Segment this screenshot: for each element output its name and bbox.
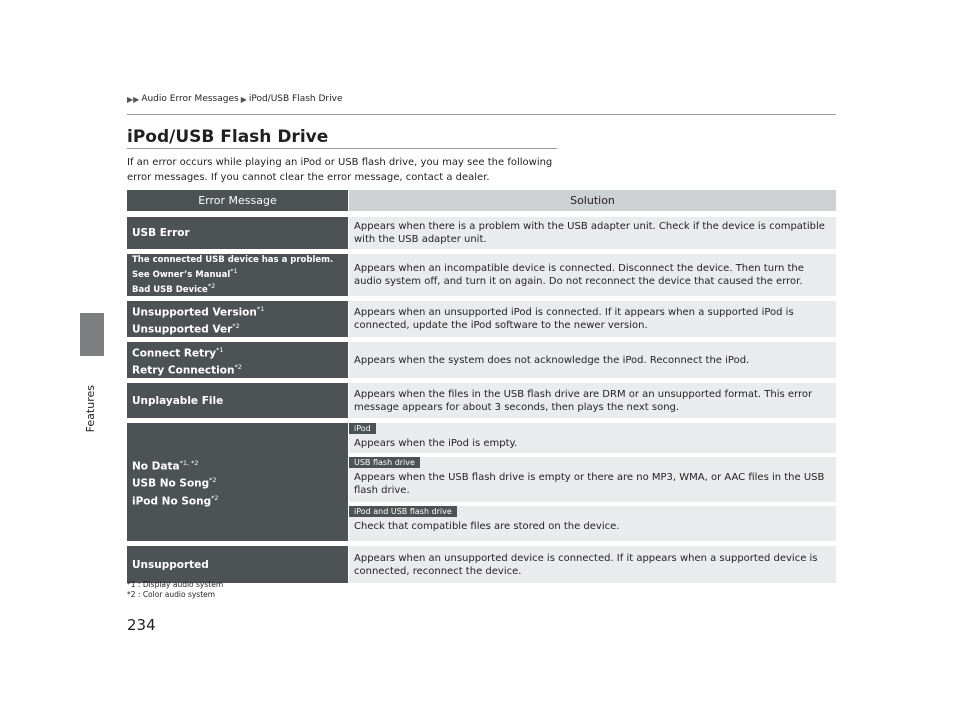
solution-cell: Appears when there is a problem with the USB adapter unit. Check if the device is compatible with the USB adapter unit.: [349, 217, 836, 249]
solution-cell: Appears when an unsupported iPod is connected. If it appears when a supported iPod is connected, update the iPod software to the newer version.: [349, 301, 836, 337]
solution-cell: Appears when an unsupported device is connected. If it appears when a supported device is connected, reconnect the device.: [349, 546, 836, 583]
device-tag: iPod and USB flash drive: [349, 506, 457, 517]
error-message-cell: [127, 423, 348, 541]
error-message: Bad USB Device$^{*2}$: [132, 281, 216, 295]
solution-cell: Appears when an incompatible device is connected. Disconnect the device. Then turn the audio system off, and turn it on again. Do not reconnect the device that caused the error.: [349, 254, 836, 296]
solution-text: Check that compatible files are stored on the device.: [354, 521, 620, 532]
footnote: *1 : Display audio system: [127, 580, 224, 589]
error-message: USB Error: [132, 227, 190, 239]
solution-subsections: [349, 423, 836, 541]
error-message-cell: [127, 217, 348, 249]
breadcrumb-arrow-icon: ▶▶: [127, 94, 140, 104]
footnote: *2 : Color audio system: [127, 590, 216, 599]
table-row: [127, 301, 836, 337]
table-header: [127, 190, 836, 211]
error-message-cell: [127, 342, 348, 378]
error-message: USB No Song$^{*2}$: [132, 476, 217, 490]
error-message: The connected USB device has a problem.: [132, 254, 334, 265]
table-row: [127, 254, 836, 296]
section-label: Features: [84, 385, 97, 433]
header-divider: [127, 114, 836, 115]
error-table: [127, 190, 836, 588]
error-message-cell: [127, 254, 348, 296]
error-message: No Data$^{*1, *2}$: [132, 458, 199, 473]
error-message-cell: [127, 383, 348, 418]
header-error-message: Error Message: [127, 190, 348, 211]
device-tag: iPod: [349, 423, 376, 434]
solution-text: Appears when the USB flash drive is empty or there are no MP3, WMA, or AAC files in the USB flash drive.: [354, 472, 825, 496]
solution-cell: Appears when the files in the USB flash drive are DRM or an unsupported format. This error message appears for about 3 seconds, then plays the next song.: [349, 383, 836, 418]
section-tab: [80, 313, 104, 356]
table-row: [127, 383, 836, 418]
page-title: iPod/USB Flash Drive: [127, 127, 329, 147]
error-message: Unplayable File: [132, 394, 224, 407]
title-divider: [127, 148, 557, 149]
table-row: [127, 342, 836, 378]
header-solution: Solution: [349, 190, 836, 211]
page-number: 234: [127, 616, 156, 634]
solution-subsection: [349, 506, 836, 541]
table-row: [127, 217, 836, 249]
breadcrumb: [127, 94, 342, 104]
error-message: Unsupported: [132, 558, 209, 571]
error-message: Connect Retry$^{*1}$: [132, 345, 224, 359]
table-row: [127, 423, 836, 541]
error-message-cell: [127, 546, 348, 583]
footnotes: [127, 580, 223, 600]
error-message: iPod No Song$^{*2}$: [132, 493, 219, 508]
table-row: [127, 546, 836, 583]
solution-text: Appears when the iPod is empty.: [354, 438, 518, 449]
error-message-cell: [127, 301, 348, 337]
device-tag: USB flash drive: [349, 457, 420, 468]
breadcrumb-current: iPod/USB Flash Drive: [248, 94, 343, 104]
breadcrumb-arrow-icon: ▶: [240, 94, 247, 104]
intro-text: If an error occurs while playing an iPod or USB flash drive, you may see the following error messages. If you cannot clear the error message, contact a dealer.: [127, 157, 553, 183]
error-message: Unsupported Ver$^{*2}$: [132, 322, 240, 336]
solution-subsection: [349, 457, 836, 502]
error-message: Unsupported Version$^{*1}$: [132, 304, 265, 318]
breadcrumb-parent[interactable]: Audio Error Messages: [141, 94, 239, 104]
solution-subsection: [349, 423, 836, 453]
solution-cell: Appears when the system does not acknowledge the iPod. Reconnect the iPod.: [349, 342, 836, 378]
error-message: See Owner’s Manual$^{*1}$: [132, 266, 238, 280]
error-message: Retry Connection$^{*2}$: [132, 363, 242, 377]
